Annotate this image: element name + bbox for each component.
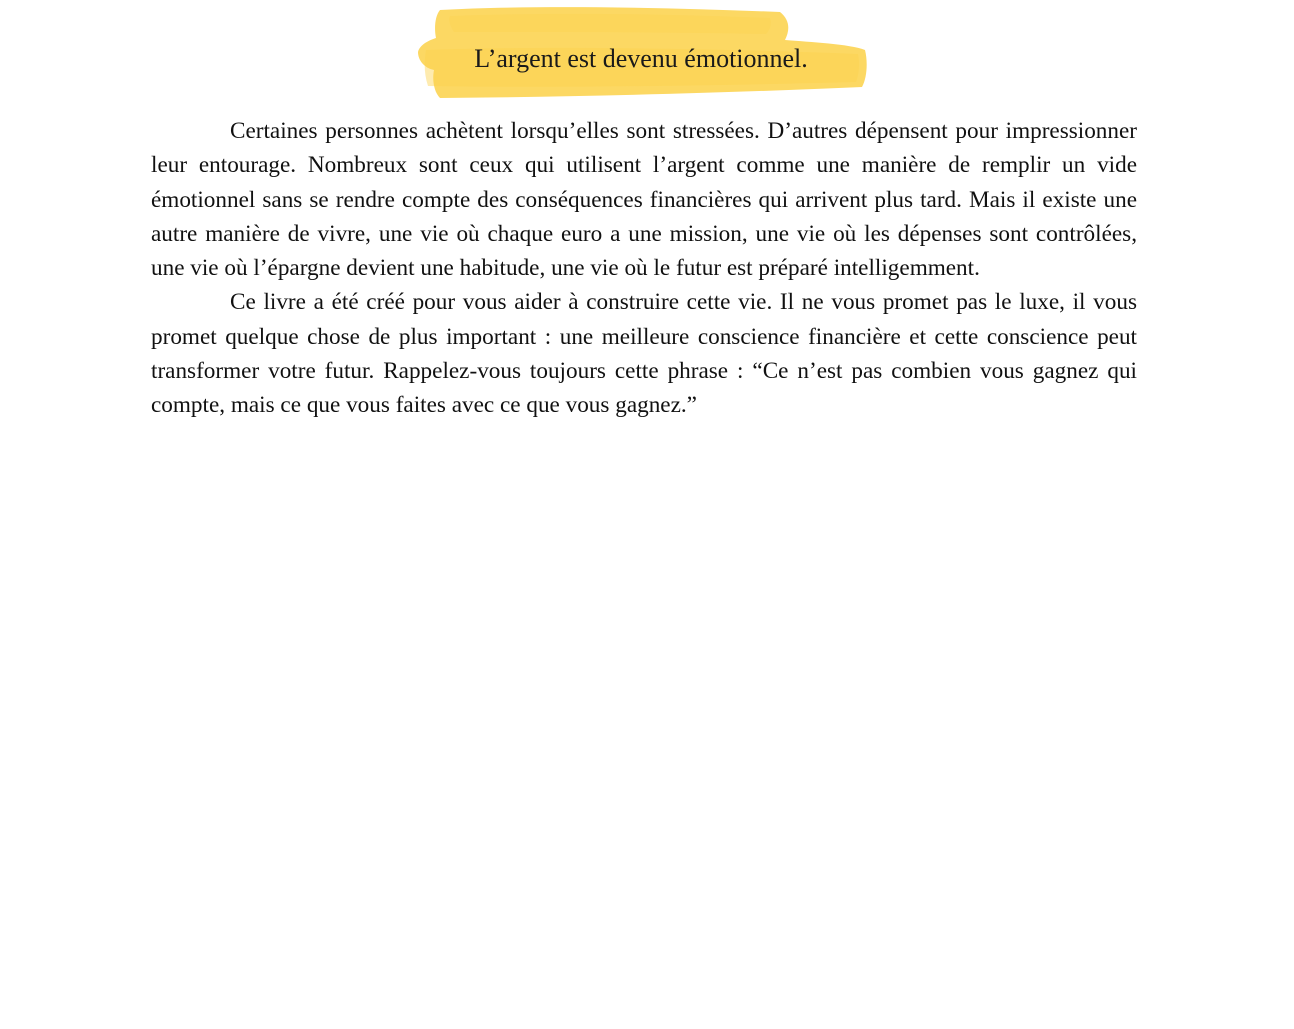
section-heading: L’argent est devenu émotionnel. xyxy=(474,44,808,73)
body-text xyxy=(151,114,1137,423)
paragraph: Ce livre a été créé pour vous aider à construire cette vie. Il ne vous promet pas le luxe, il vous promet quelque chose de plus important : une meilleure conscience financière et cette conscience peut transformer votre futur. Rappelez-vous toujours cette phrase : “Ce n’est pas combien vous gagnez qui compte, mais ce que vous faites avec ce que vous gagnez.” xyxy=(151,289,1137,419)
paragraph: Certaines personnes achètent lorsqu’elles sont stressées. D’autres dépensent pour impressionner leur entourage. Nombreux sont ceux qui utilisent l’argent comme une manière de remplir un vide émotionnel sans se rendre compte des conséquences financières qui arrivent plus tard. Mais il existe une autre manière de vivre, une vie où chaque euro a une mission, une vie où les dépenses sont contrôlées, une vie où l’épargne devient une habitude, une vie où le futur est préparé intelligemment. xyxy=(151,118,1137,282)
highlighted-heading xyxy=(410,2,872,102)
